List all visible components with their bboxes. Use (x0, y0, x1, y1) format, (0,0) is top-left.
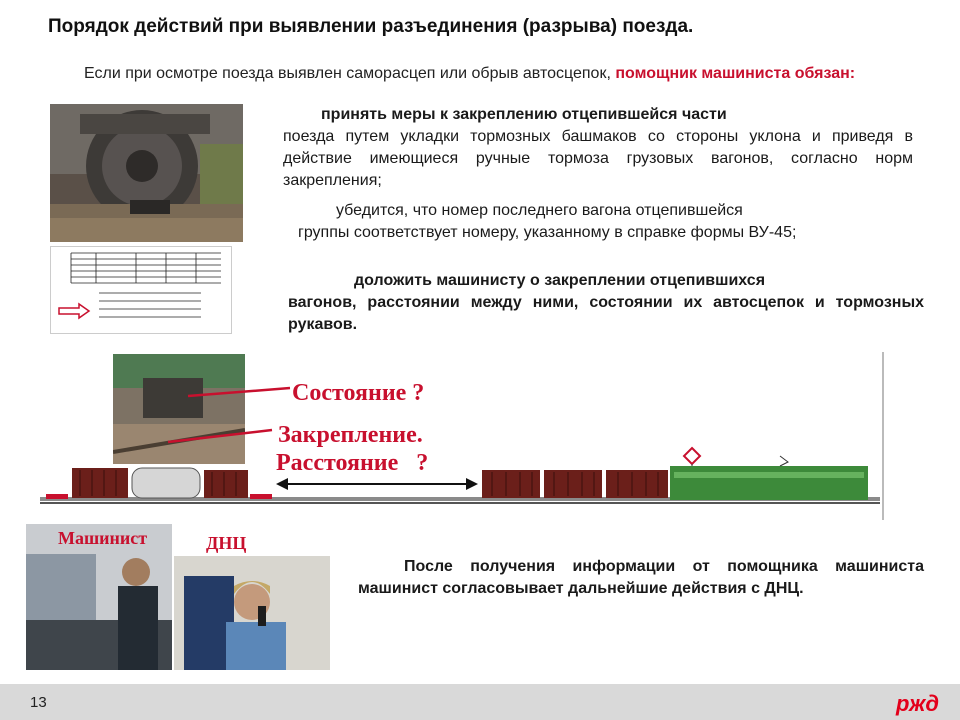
after-info-text (358, 556, 924, 600)
svg-text:ржд: ржд (896, 691, 939, 716)
label-securing: Закрепление. (278, 422, 423, 448)
duty-report (288, 270, 924, 336)
footer-bar (0, 684, 960, 720)
after-info-content: После получения информации от помощника машиниста машинист согласовывает дальнейшие действия с ДНЦ. (358, 558, 924, 597)
intro-emphasis: помощник машиниста обязан: (615, 65, 856, 82)
duty-secure (283, 104, 913, 192)
label-state: Состояние ? (292, 380, 425, 406)
wheel-brake-shoe-photo (50, 104, 243, 242)
duty-report-lead: доложить машинисту о закреплении отцепившихся (354, 272, 766, 289)
duty-report-rest: вагонов, расстоянии между ними, состоянии их автосцепок и тормозных рукавов. (288, 294, 924, 333)
page-number: 13 (30, 694, 47, 711)
duty-secure-lead: принять меры к закреплению отцепившейся части (321, 106, 727, 123)
caption-driver: Машинист (58, 528, 148, 548)
rzd-logo-icon (894, 690, 956, 716)
vu45-form-image (50, 246, 232, 334)
intro-text (38, 64, 938, 84)
dispatcher-photo (174, 556, 330, 670)
main-train-wagons (482, 470, 668, 498)
locomotive (670, 448, 868, 500)
detached-wagons (72, 468, 248, 498)
duty-check-number (298, 200, 924, 244)
page-title: Порядок действий при выявлении разъединения (разрыва) поезда. (48, 16, 694, 37)
caption-dispatcher: ДНЦ (206, 533, 247, 553)
duty-check-number-lead: убедится, что номер последнего вагона отцепившейся (336, 202, 743, 219)
label-distance: Расстояние ? (276, 450, 429, 476)
intro-main: Если при осмотре поезда выявлен саморасцеп или обрыв автосцепок, (84, 65, 616, 82)
duty-secure-rest: поезда путем укладки тормозных башмаков со стороны уклона и приведя в действие имеющиеся ручные тормоза грузовых вагонов, согласно норм закрепления; (283, 128, 913, 189)
duty-check-number-rest: группы соответствует номеру, указанному в справке формы ВУ-45; (298, 224, 797, 241)
